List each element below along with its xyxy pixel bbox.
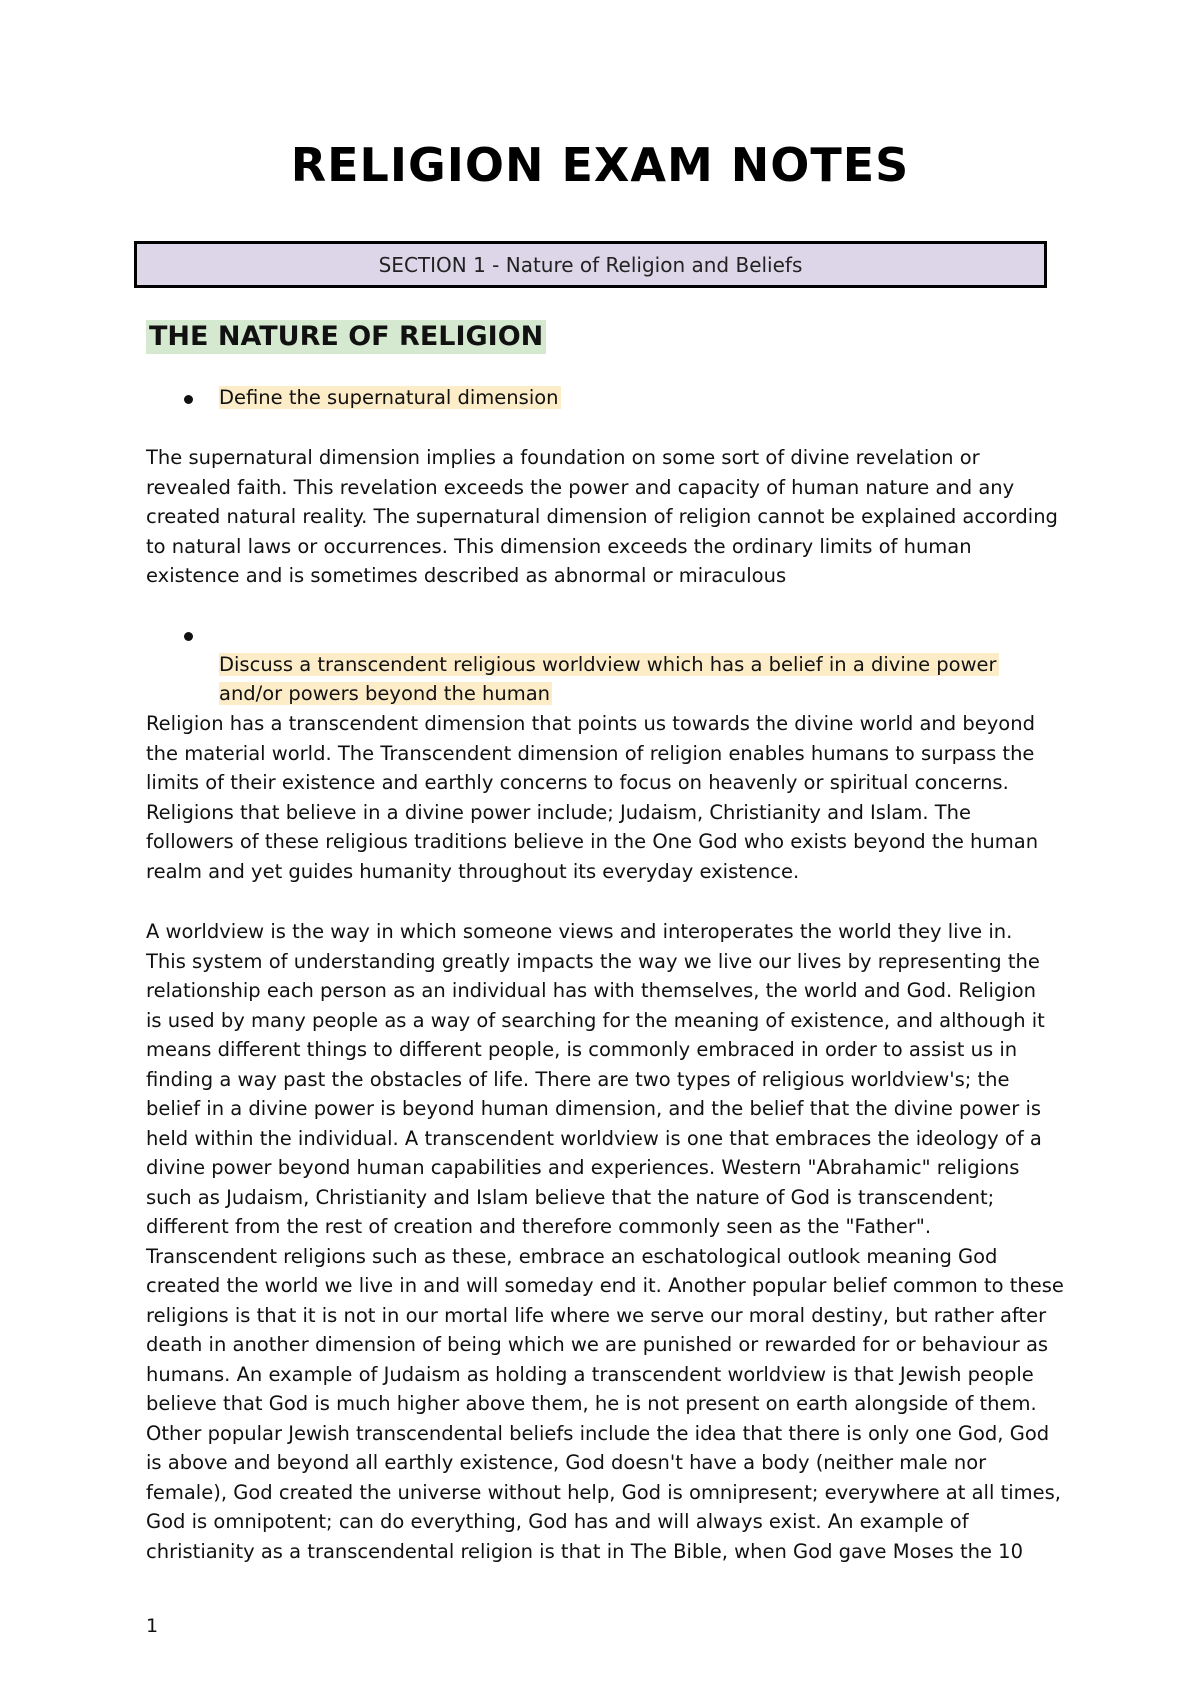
section-heading: THE NATURE OF RELIGION (146, 320, 546, 354)
bullet-item-2-text: Discuss a transcendent religious worldview which has a belief in a divine power and/or powers beyond the human (219, 652, 997, 705)
section-banner (134, 241, 1047, 288)
bullet-item-1 (219, 383, 1019, 413)
paragraph-2: Religion has a transcendent dimension that points us towards the divine world and beyond the material world. The Transcendent dimension of religion enables humans to surpass the limits of their existence and earthly concerns to focus on heavenly or spiritual concerns. Religions that believe in a divine power include; Judaism, Christianity and Islam. The followers of these religious traditions believe in the One God who exists beyond the human realm and yet guides humanity throughout its everyday existence. (146, 712, 1039, 883)
bullet-dot-icon (184, 395, 196, 407)
paragraph-3: A worldview is the way in which someone views and interoperates the world they live in. This system of understanding greatly impacts the way we live our lives by representing the relationship each person as an individual has with themselves, the world and God. Religion is used by many people as a way of searching for the meaning of existence, and although it means different things to different people, is commonly embraced in order to assist us in finding a way past the obstacles of life. There are two types of religious worldview's; the belief in a divine power is beyond human dimension, and the belief that the divine power is held within the individual. A transcendent worldview is one that embraces the ideology of a divine power beyond human capabilities and experiences. Western "Abrahamic" religions such as Judaism, Christianity and Islam believe that the nature of God is transcendent; different from the rest of creation and therefore commonly seen as the "Father". Transcendent religions such as these, embrace an eschatological outlook meaning God created the world we live in and will someday end it. Another popular belief common to these religions is that it is not in our mortal life where we serve our moral destiny, but rather after death in another dimension of being which we are punished or rewarded for or behaviour as humans. An example of Judaism as holding a transcendent worldview is that Jewish people believe that God is much higher above them, he is not present on earth alongside of them. Other popular Jewish transcendental beliefs include the idea that there is only one God, God is above and beyond all earthly existence, God doesn't have a body (neither male nor female), God created the universe without help, God is omnipresent; everywhere at all times, God is omnipotent; can do everything, God has and will always exist. An example of christianity as a transcendental religion is that in The Bible, when God gave Moses the 10 (146, 920, 1064, 1563)
document-title: RELIGION EXAM NOTES (290, 138, 910, 192)
bullet-item-1-text: Define the supernatural dimension (219, 386, 559, 409)
bullet-dot-icon (184, 632, 196, 644)
bullet-item-2 (219, 620, 1019, 709)
page-number: 1 (146, 1615, 159, 1637)
paragraph-1: The supernatural dimension implies a foundation on some sort of divine revelation or revealed faith. This revelation exceeds the power and capacity of human nature and any created natural reality. The supernatural dimension of religion cannot be explained according to natural laws or occurrences. This dimension exceeds the ordinary limits of human existence and is sometimes described as abnormal or miraculous (146, 446, 1058, 587)
section-label: SECTION 1 - Nature of Religion and Beliefs (378, 252, 803, 277)
